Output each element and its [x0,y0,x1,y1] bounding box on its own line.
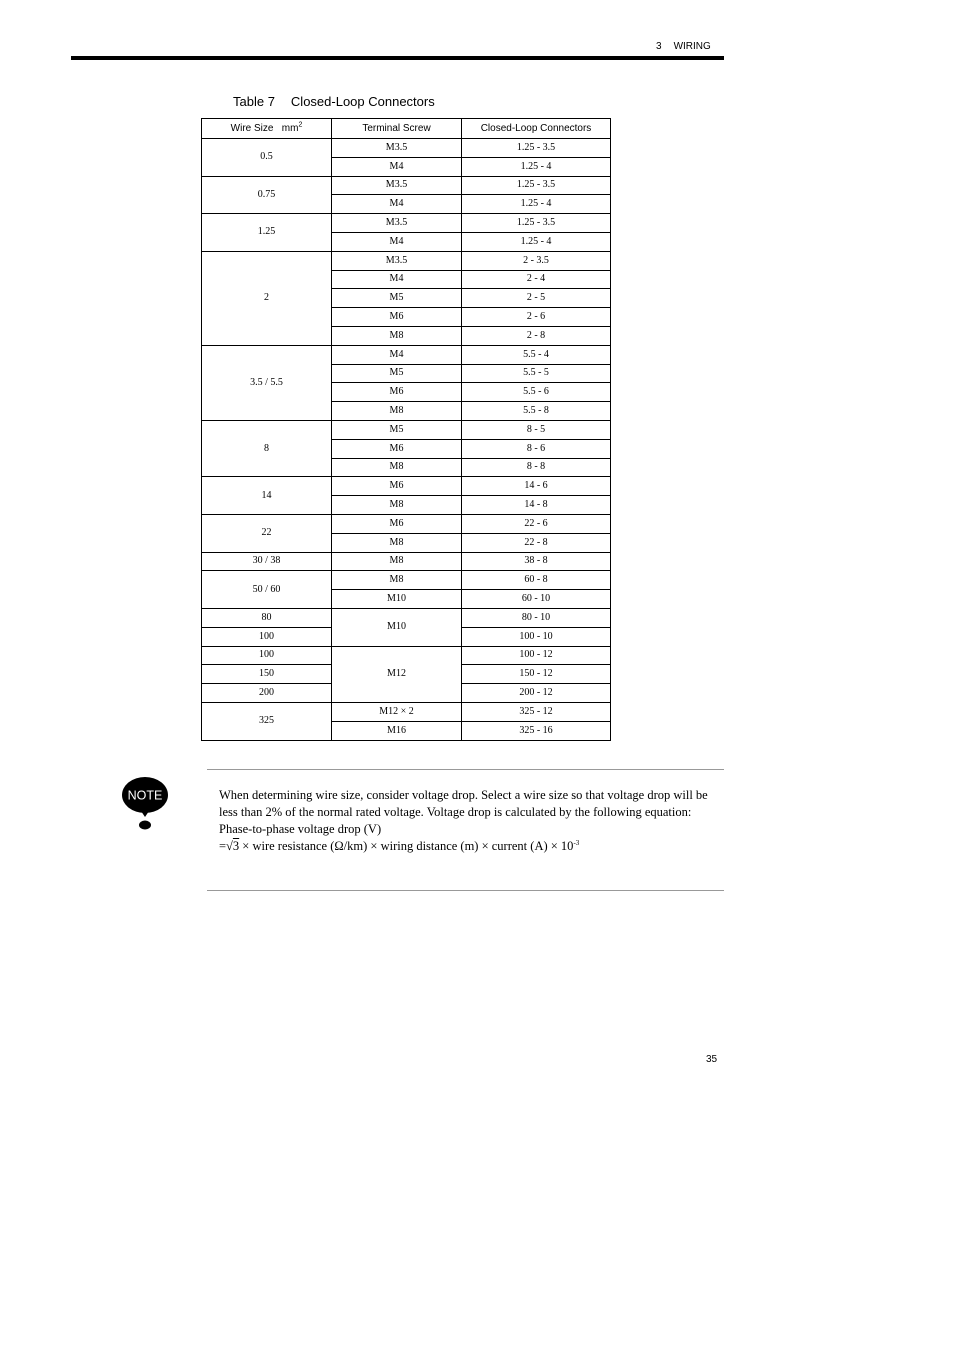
table-header-row [202,119,611,139]
connector-cell: 14 - 8 [462,496,611,515]
connector-cell: 8 - 6 [462,439,611,458]
terminal-screw-cell: M8 [332,326,462,345]
connector-cell: 22 - 8 [462,533,611,552]
connector-cell: 150 - 12 [462,665,611,684]
table-row [202,176,611,195]
connector-cell: 100 - 10 [462,627,611,646]
terminal-screw-cell: M5 [332,364,462,383]
terminal-screw-cell: M10 [332,608,462,646]
connector-cell: 325 - 12 [462,702,611,721]
note-formula-caption: Phase-to-phase voltage drop (V) [219,822,382,836]
connector-cell: 5.5 - 4 [462,345,611,364]
wire-size-cell: 80 [202,608,332,627]
connector-cell: 14 - 6 [462,477,611,496]
wire-size-cell: 3.5 / 5.5 [202,345,332,420]
connector-cell: 80 - 10 [462,608,611,627]
connector-cell: 8 - 5 [462,420,611,439]
connector-cell: 60 - 10 [462,590,611,609]
connector-cell: 1.25 - 3.5 [462,214,611,233]
connector-cell: 2 - 8 [462,326,611,345]
terminal-screw-cell: M3.5 [332,214,462,233]
terminal-screw-cell: M4 [332,270,462,289]
connector-cell: 5.5 - 5 [462,364,611,383]
table-caption-title: Closed-Loop Connectors [290,94,435,109]
connector-cell: 38 - 8 [462,552,611,571]
wire-size-cell: 30 / 38 [202,552,332,571]
terminal-screw-cell: M6 [332,477,462,496]
closed-loop-connectors-table [201,118,611,741]
page-header [656,41,711,52]
terminal-screw-cell: M5 [332,289,462,308]
column-header-wire-size [202,119,332,139]
connector-cell: 1.25 - 3.5 [462,176,611,195]
formula-exponent: -3 [573,838,580,847]
note-icon [120,776,170,832]
terminal-screw-cell: M4 [332,195,462,214]
connector-cell: 2 - 4 [462,270,611,289]
wire-size-cell: 100 [202,646,332,665]
connector-cell: 2 - 5 [462,289,611,308]
terminal-screw-cell: M3.5 [332,251,462,270]
wire-size-cell: 2 [202,251,332,345]
table-row [202,251,611,270]
wire-size-cell: 150 [202,665,332,684]
connector-cell: 8 - 8 [462,458,611,477]
unit-superscript: 2 [298,121,303,129]
wire-size-cell: 8 [202,420,332,476]
terminal-screw-cell: M3.5 [332,139,462,158]
note-icon-label: NOTE [127,788,163,803]
terminal-screw-cell: M8 [332,402,462,421]
chapter-number: 3 [656,41,662,52]
chapter-title: WIRING [673,41,711,52]
table-row [202,571,611,590]
terminal-screw-cell: M3.5 [332,176,462,195]
header-rule [71,56,724,60]
table-caption [233,94,435,109]
terminal-screw-cell: M16 [332,721,462,740]
table-row [202,646,611,665]
formula-prefix: =√ [219,839,233,853]
terminal-screw-cell: M5 [332,420,462,439]
connector-cell: 325 - 16 [462,721,611,740]
wire-size-cell: 100 [202,627,332,646]
connector-cell: 5.5 - 6 [462,383,611,402]
connector-cell: 2 - 6 [462,308,611,327]
table-row [202,139,611,158]
column-header-terminal-screw: Terminal Screw [332,119,462,139]
page-number: 35 [706,1054,718,1065]
terminal-screw-cell: M12 [332,646,462,702]
table-row [202,608,611,627]
terminal-screw-cell: M8 [332,571,462,590]
terminal-screw-cell: M4 [332,345,462,364]
formula-sqrt-argument: 3 [232,839,240,853]
note-formula [219,838,709,855]
table-row [202,477,611,496]
wire-size-cell: 22 [202,514,332,552]
connector-cell: 2 - 3.5 [462,251,611,270]
column-header-closed-loop-connectors: Closed-Loop Connectors [462,119,611,139]
terminal-screw-cell: M6 [332,439,462,458]
table-row [202,514,611,533]
terminal-screw-cell: M8 [332,458,462,477]
note-text [219,787,709,855]
wire-size-cell: 325 [202,702,332,740]
wire-size-cell: 1.25 [202,214,332,252]
column-header-wire-size-label: Wire Size mm [230,122,299,134]
terminal-screw-cell: M4 [332,157,462,176]
connector-cell: 1.25 - 4 [462,195,611,214]
table-row [202,214,611,233]
connector-cell: 1.25 - 4 [462,232,611,251]
table-row [202,420,611,439]
table-row [202,702,611,721]
connector-cell: 100 - 12 [462,646,611,665]
note-bottom-rule [207,890,724,891]
wire-size-cell: 0.75 [202,176,332,214]
wire-size-cell: 0.5 [202,139,332,177]
note-paragraph: When determining wire size, consider voltage drop. Select a wire size so that voltage drop will be less than 2% of the normal rated voltage. Voltage drop is calculated by the following equation: [219,788,708,819]
wire-size-cell: 200 [202,684,332,703]
connector-cell: 1.25 - 4 [462,157,611,176]
connector-cell: 200 - 12 [462,684,611,703]
terminal-screw-cell: M8 [332,496,462,515]
formula-body: × wire resistance (Ω/km) × wiring distance (m) × current (A) × 10 [239,839,574,853]
table-row [202,552,611,571]
note-top-rule [207,769,724,770]
connector-cell: 5.5 - 8 [462,402,611,421]
wire-size-cell: 14 [202,477,332,515]
connector-cell: 22 - 6 [462,514,611,533]
table-caption-number: Table 7 [233,94,275,109]
terminal-screw-cell: M6 [332,383,462,402]
terminal-screw-cell: M6 [332,514,462,533]
terminal-screw-cell: M6 [332,308,462,327]
connector-cell: 60 - 8 [462,571,611,590]
wire-size-cell: 50 / 60 [202,571,332,609]
table-row [202,345,611,364]
terminal-screw-cell: M8 [332,533,462,552]
terminal-screw-cell: M10 [332,590,462,609]
connector-cell: 1.25 - 3.5 [462,139,611,158]
terminal-screw-cell: M4 [332,232,462,251]
terminal-screw-cell: M8 [332,552,462,571]
terminal-screw-cell: M12 × 2 [332,702,462,721]
